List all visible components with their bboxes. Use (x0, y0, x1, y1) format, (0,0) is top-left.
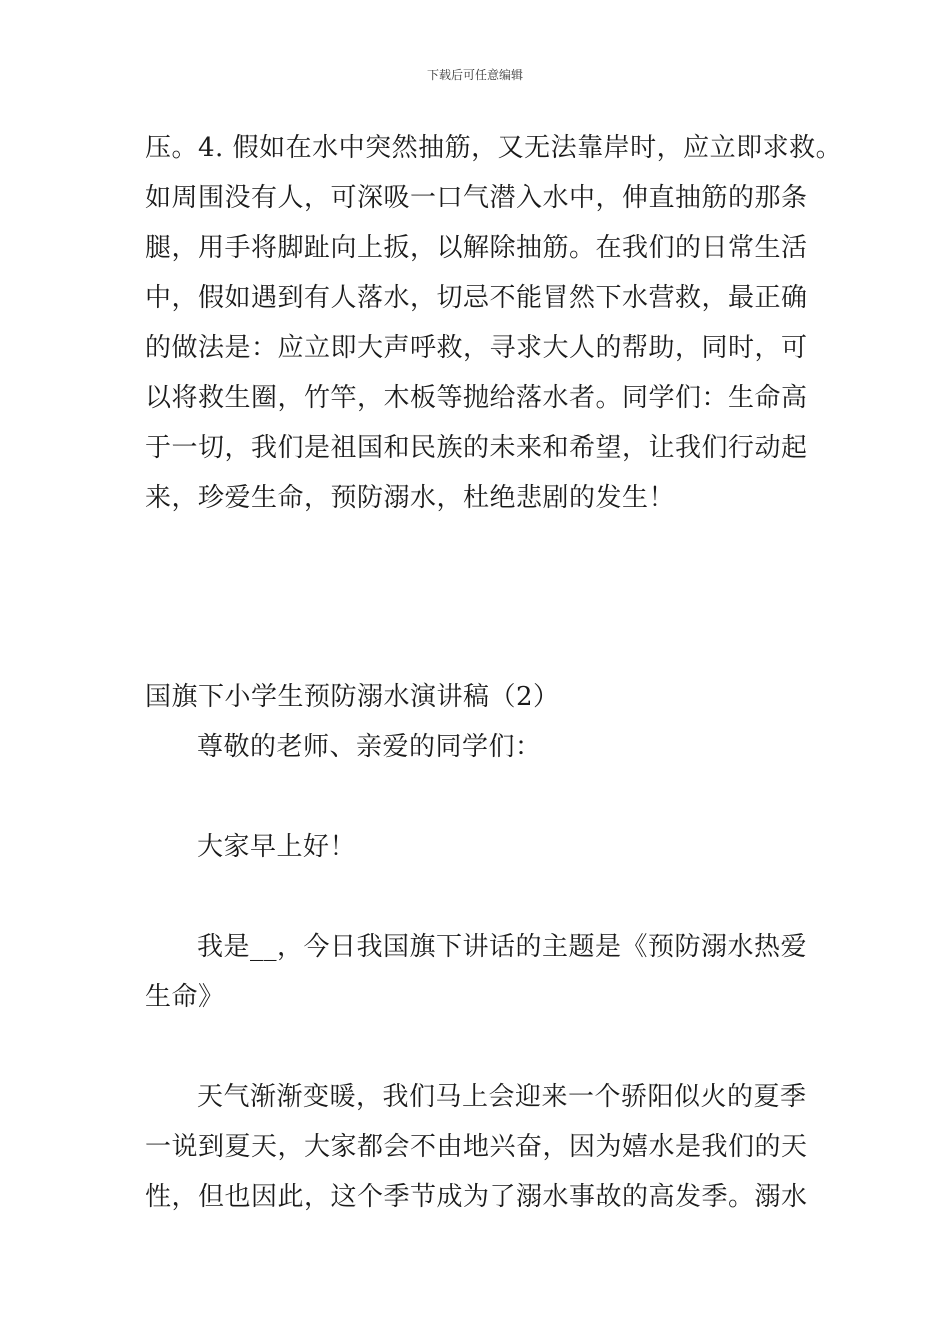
text-line: 生命》 (145, 982, 225, 1012)
page-header-note: 下载后可任意编辑 (426, 68, 523, 82)
text-line: 我是__，今日我国旗下讲话的主题是《预防溺水热爱 (197, 932, 808, 962)
text-line: 如周围没有人，可深吸一口气潜入水中，伸直抽筋的那条 (145, 183, 808, 213)
morning-greeting: 大家早上好！ (197, 832, 357, 862)
text-line: 一说到夏天，大家都会不由地兴奋，因为嬉水是我们的天 (145, 1132, 808, 1162)
section-title: 国旗下小学生预防溺水演讲稿（2） (145, 682, 560, 712)
greeting: 尊敬的老师、亲爱的同学们： (197, 732, 542, 762)
text-line: 中，假如遇到有人落水，切忌不能冒然下水营救，最正确 (145, 283, 808, 313)
text-line: 腿，用手将脚趾向上扳，以解除抽筋。在我们的日常生活 (145, 233, 808, 263)
text-line: 性，但也因此，这个季节成为了溺水事故的高发季。溺水 (145, 1182, 808, 1212)
text-line: 来，珍爱生命，预防溺水，杜绝悲剧的发生！ (145, 483, 676, 513)
text-line: 天气渐渐变暖，我们马上会迎来一个骄阳似火的夏季 (197, 1082, 807, 1112)
text-line: 于一切，我们是祖国和民族的未来和希望，让我们行动起 (145, 433, 808, 463)
text-line: 压。4. 假如在水中突然抽筋，又无法靠岸时，应立即求救。 (145, 133, 843, 163)
text-line: 的做法是：应立即大声呼救，寻求大人的帮助，同时，可 (145, 333, 808, 363)
text-line: 以将救生圈，竹竿，木板等抛给落水者。同学们：生命高 (145, 383, 808, 413)
